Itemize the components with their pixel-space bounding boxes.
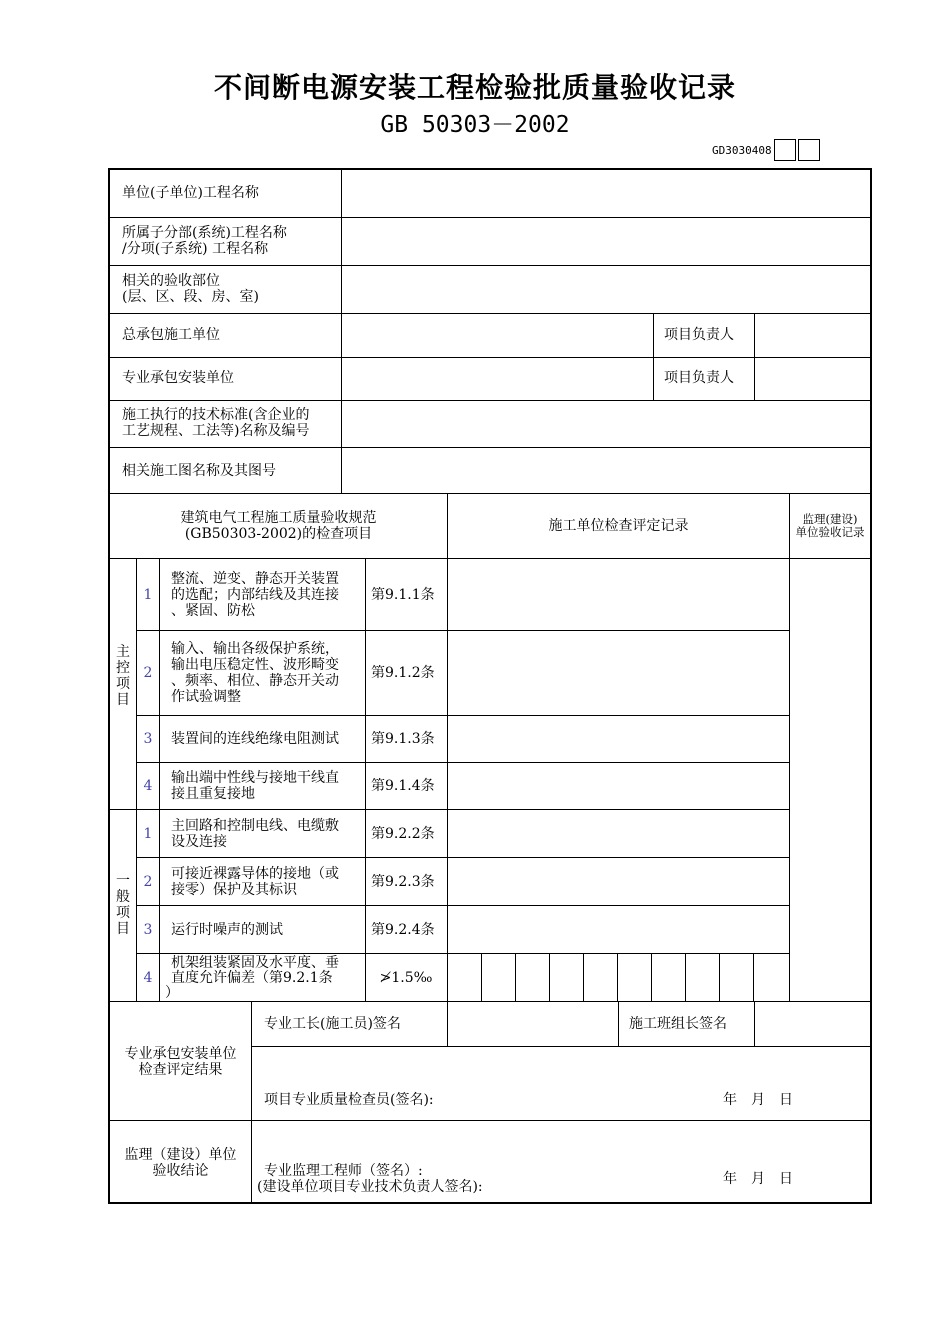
item-text: 装置间的连线绝缘电阻测试 [171,731,339,747]
rule [136,905,789,906]
general-group-label-4: 目 [116,921,130,937]
spec-header-1: 建筑电气工程施工质量验收规范 [180,510,377,526]
item-text: 接零）保护及其标识 [171,882,297,898]
rule [136,762,789,763]
standard-number: GB 50303－2002 [380,112,570,138]
rule [136,630,789,631]
project-leader-field[interactable] [755,314,870,357]
item-clause: 第9.2.4条 [371,922,435,938]
item-number: 4 [143,778,153,794]
item-text: 输出端中性线与接地干线直 [171,770,339,786]
item-number: 3 [143,922,153,938]
form-code: GD3030408 [712,143,772,157]
item-clause: 第9.1.3条 [371,731,435,747]
item-text: ） [165,985,179,1001]
item-text: 的选配；内部结线及其连接 [171,587,339,603]
supervision-header-1: 监理(建设) [802,512,858,526]
item-text: 、紧固、防松 [171,603,255,619]
item-clause: 第9.2.2条 [371,826,435,842]
item-clause: 第9.1.4条 [371,778,435,794]
rule [251,1001,252,1204]
item-text: 可接近裸露导体的接地（或 [171,866,339,882]
rule [251,1046,870,1047]
standard-label-1: 施工执行的技术标准(含企业的 [122,407,310,423]
item-clause: 第9.1.2条 [371,665,435,681]
rule [136,953,789,954]
code-box-2[interactable] [798,139,820,161]
item-number: 1 [143,587,153,603]
rule [447,558,448,1001]
rule [159,558,160,1001]
rule [136,857,789,858]
rule [447,1001,448,1046]
item-number: 3 [143,731,153,747]
form-code-row [712,139,820,161]
form-title: 不间断电源安装工程检验批质量验收记录 [213,71,736,104]
general-group-label-3: 项 [116,905,130,921]
supervision-header-2: 单位验收记录 [795,525,865,539]
item-text: 整流、逆变、静态开关装置 [171,571,339,587]
item-number: 4 [143,970,153,986]
item-text: 运行时噪声的测试 [171,922,283,938]
acceptance-date: 年 月 日 [723,1171,793,1187]
rule [549,953,550,1001]
inspection-date: 年 月 日 [723,1092,793,1108]
item-number: 1 [143,826,153,842]
team-leader-signature-label: 施工班组长签名 [629,1016,727,1032]
main-group-label-3: 项 [116,676,130,692]
item-text: 作试验调整 [171,689,241,705]
contractor-check-label-2: 检查评定结果 [138,1062,223,1078]
rule [110,809,789,810]
project-leader-label: 项目负责人 [664,327,734,343]
foreman-signature-label: 专业工长(施工员)签名 [264,1016,401,1032]
sub-project-label-1: 所属子分部(系统)工程名称 [122,225,287,241]
item-tolerance: ≯1.5‰ [379,970,433,986]
rule [685,953,686,1001]
drawing-label: 相关施工图名称及其图号 [122,463,276,479]
item-number: 2 [143,874,153,890]
rule [136,715,789,716]
rule [110,1001,870,1002]
supervision-conclusion-label-1: 监理（建设）单位 [124,1147,237,1163]
general-group-label-1: 一 [116,873,130,889]
owner-signature-label: (建设单位项目专业技术负责人签名): [257,1179,483,1195]
inspection-form [108,168,872,1204]
main-group-label-1: 主 [116,644,130,660]
specialty-contractor-label: 专业承包安装单位 [122,370,234,386]
item-text: 设及连接 [171,834,227,850]
sub-project-field[interactable] [342,218,870,265]
general-contractor-label: 总承包施工单位 [122,327,220,343]
unit-name-label: 单位(子单位)工程名称 [122,185,259,201]
standard-label-2: 工艺规程、工法等)名称及编号 [122,423,310,439]
item-text: 输入、输出各级保护系统， [171,641,339,657]
item-number: 2 [143,665,153,681]
engineer-signature-label: 专业监理工程师（签名）: [264,1163,423,1179]
rule [583,953,584,1001]
location-label-2: (层、区、段、房、室) [122,289,259,305]
main-group-label-2: 控 [116,660,130,676]
item-text: 接且重复接地 [171,786,255,802]
item-text: 机架组装紧固及水平度、垂 [171,955,339,971]
rule [110,1120,870,1121]
rule [617,953,618,1001]
rule [653,313,654,400]
item-text: 主回路和控制电线、电缆敷 [171,818,339,834]
item-text: 、频率、相位、静态开关动 [171,673,339,689]
item-text: 输出电压稳定性、波形畸变 [171,657,339,673]
contractor-check-label-1: 专业承包安装单位 [124,1046,237,1062]
rule [754,1001,755,1046]
rule [481,953,482,1001]
location-field[interactable] [342,266,870,313]
item-clause: 第9.1.1条 [371,587,435,603]
item-clause: 第9.2.3条 [371,874,435,890]
inspector-signature-label: 项目专业质量检查员(签名): [264,1092,434,1108]
code-box-1[interactable] [774,139,796,161]
rule [618,1001,619,1046]
specialty-contractor-field[interactable] [342,358,653,400]
main-group-label-4: 目 [116,692,130,708]
drawing-field[interactable] [342,448,870,493]
project-leader-field-2[interactable] [755,358,870,400]
rule [515,953,516,1001]
unit-name-field[interactable] [342,170,870,217]
rule [651,953,652,1001]
rule [753,953,754,1001]
item-text: 直度允许偏差（第9.2.1条 [171,970,333,986]
rule [365,558,366,1001]
record-header: 施工单位检查评定记录 [548,518,689,534]
rule [719,953,720,1001]
spec-header-2: (GB50303-2002)的检查项目 [184,526,373,542]
supervision-conclusion-label-2: 验收结论 [152,1163,209,1179]
rule [789,493,790,1001]
general-group-label-2: 般 [116,889,130,905]
sub-project-label-2: /分项(子系统) 工程名称 [122,241,269,257]
project-leader-label-2: 项目负责人 [664,370,734,386]
standard-field[interactable] [342,401,870,447]
rule [110,493,870,494]
location-label-1: 相关的验收部位 [122,273,220,289]
general-contractor-field[interactable] [342,314,653,357]
rule [110,558,870,559]
